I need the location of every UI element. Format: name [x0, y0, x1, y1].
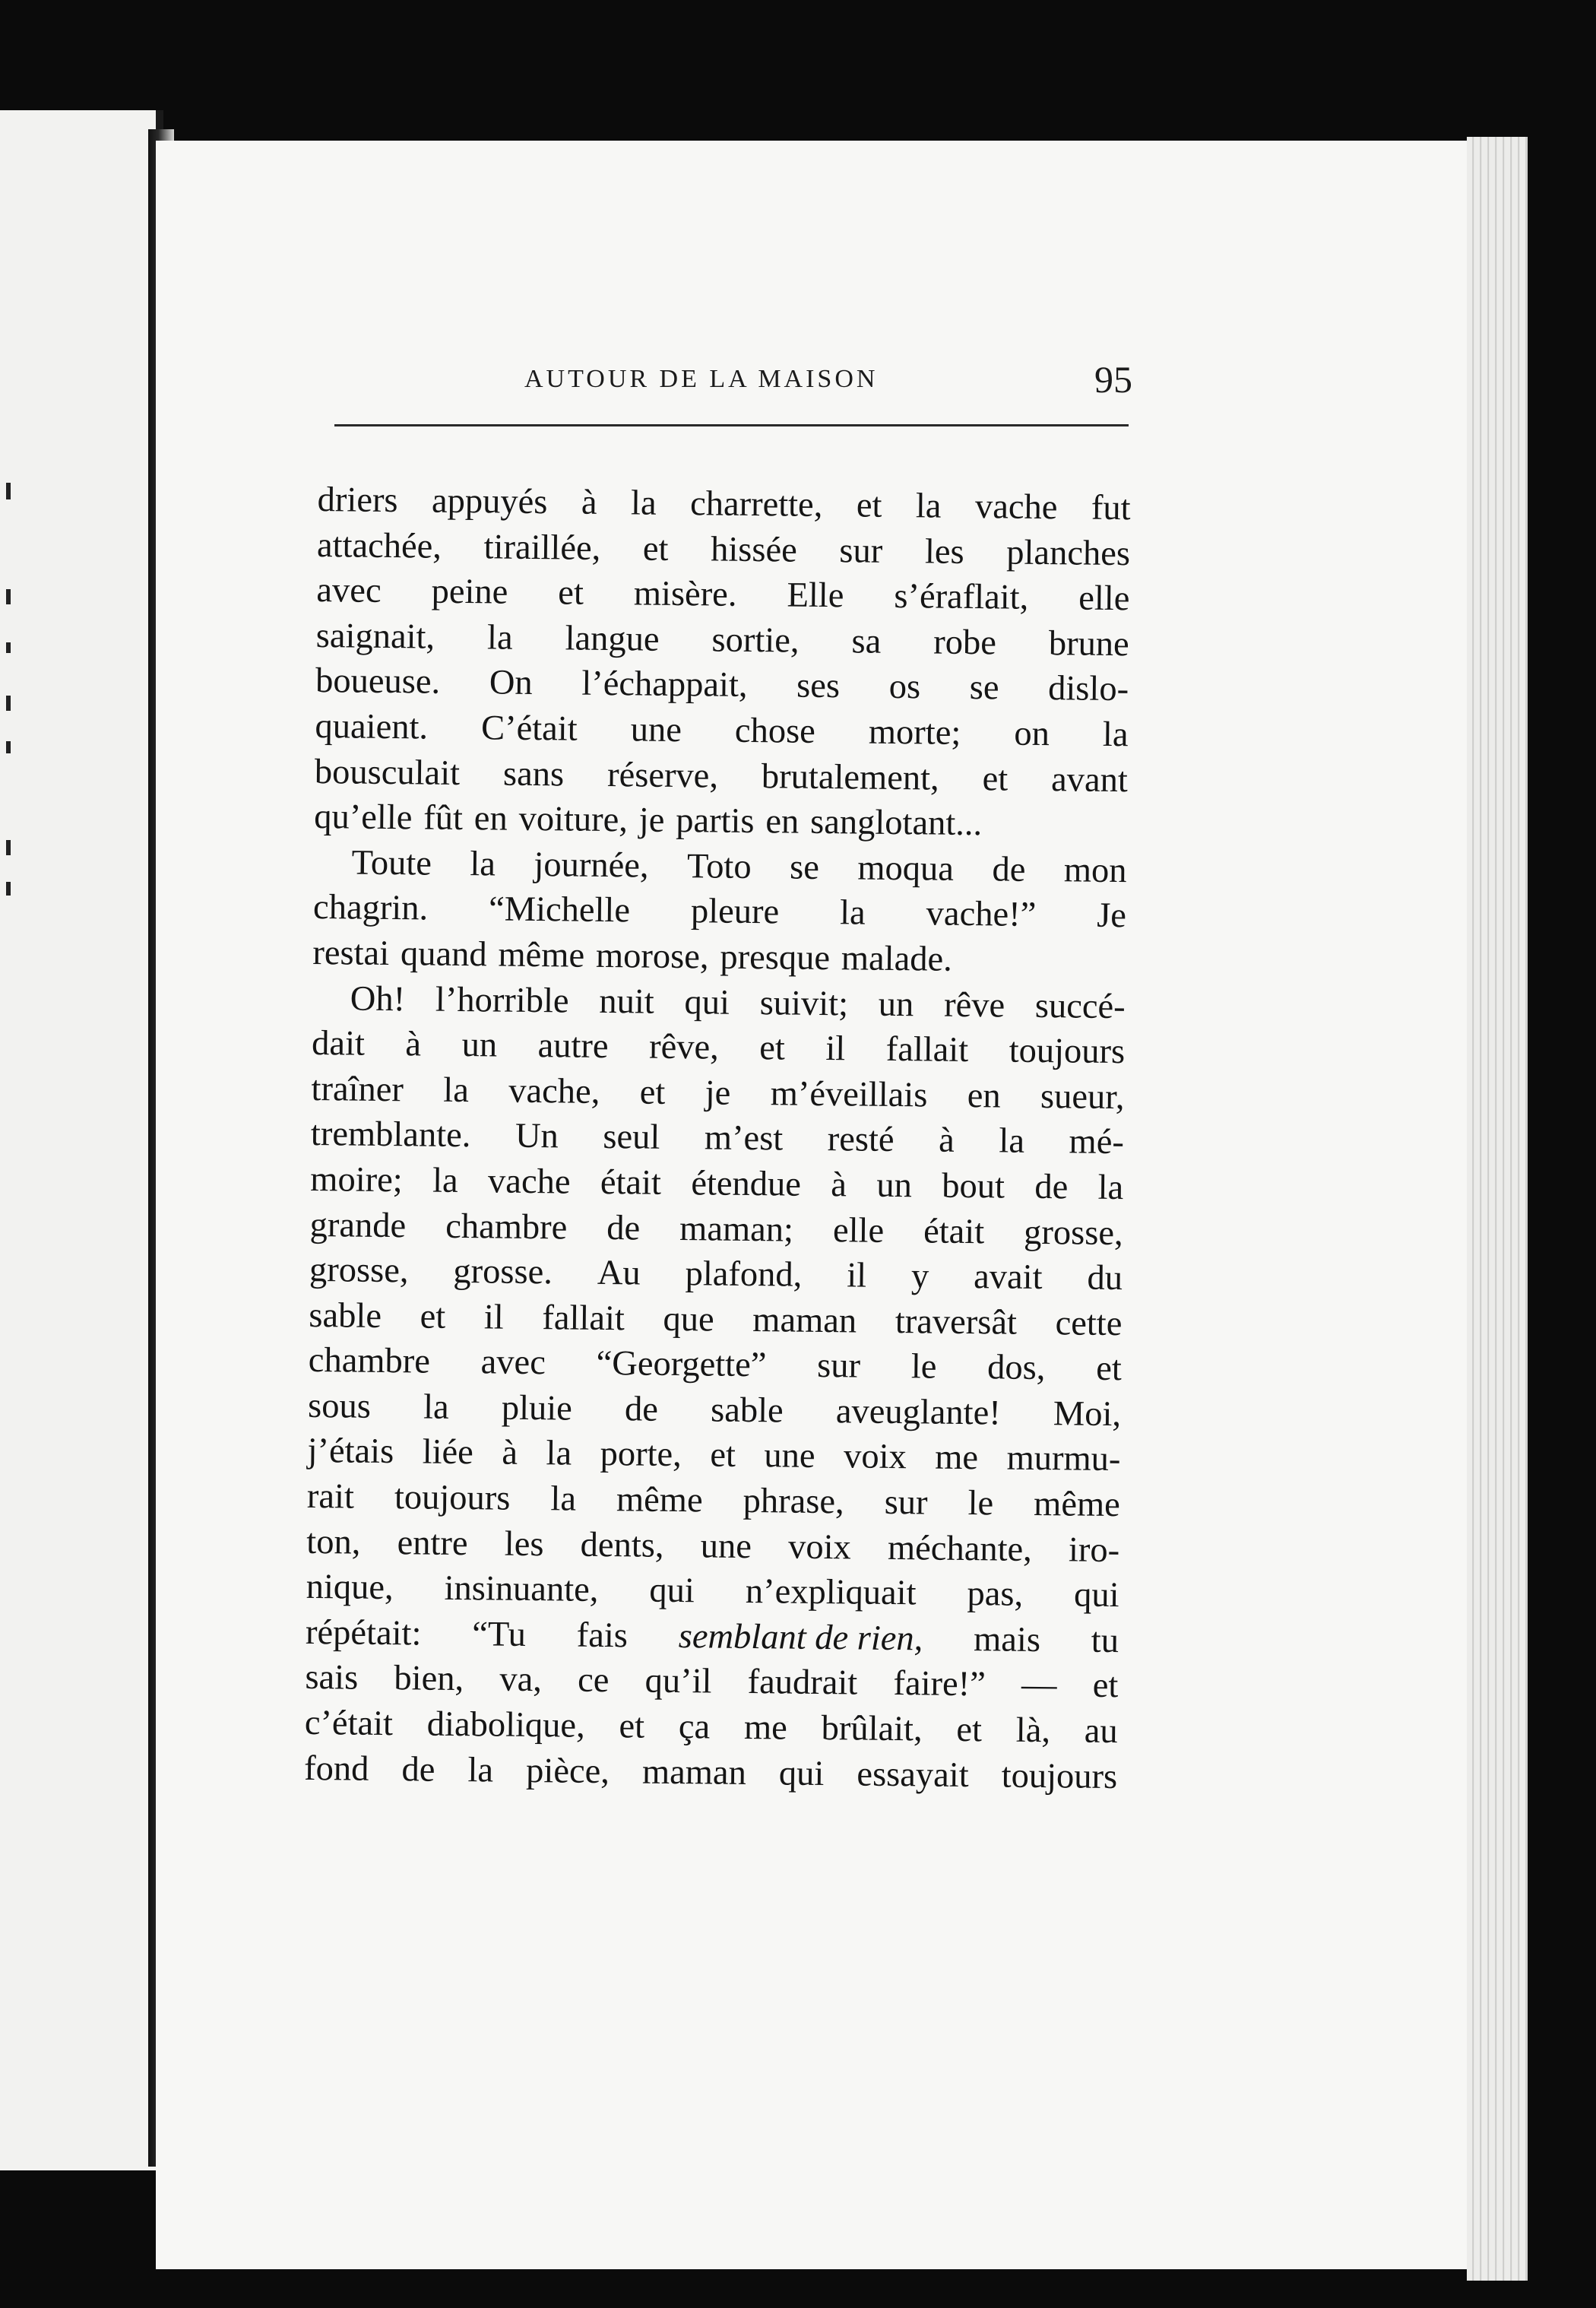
word: insinuante,	[444, 1569, 599, 1610]
word: en	[967, 1076, 1001, 1116]
word: restai	[312, 933, 390, 973]
word: seul	[603, 1118, 660, 1158]
word: s’éraflait,	[894, 577, 1029, 617]
word: essayait	[857, 1755, 969, 1795]
word: sanglotant...	[809, 802, 983, 844]
word: et	[956, 1710, 983, 1750]
page-header	[334, 357, 1132, 418]
body-text	[304, 477, 1131, 1799]
word: toujours	[1001, 1756, 1118, 1796]
word: que	[663, 1299, 714, 1339]
word: vache	[974, 487, 1058, 528]
left-page-ink-mark	[6, 642, 11, 653]
text-line	[309, 1293, 1123, 1347]
word: qui	[1073, 1575, 1119, 1615]
word: la	[486, 618, 513, 658]
word: et	[1092, 1666, 1119, 1706]
text-line	[315, 658, 1129, 712]
word: en	[473, 799, 508, 839]
word: dait	[311, 1024, 366, 1064]
word: la	[546, 1434, 572, 1474]
text-line	[306, 1565, 1119, 1618]
text-line	[309, 1338, 1123, 1392]
word: Toto	[686, 846, 752, 886]
word: traversât	[895, 1301, 1018, 1343]
word: même	[498, 935, 585, 975]
word: la	[467, 1750, 494, 1790]
word: sur	[884, 1482, 928, 1523]
word: aveuglante!	[835, 1392, 1002, 1433]
word: hissée	[710, 530, 798, 570]
word: sable	[710, 1390, 784, 1431]
word: à	[502, 1434, 518, 1473]
word: langue	[565, 619, 660, 659]
word: les	[924, 531, 964, 572]
word: fallait	[542, 1298, 625, 1338]
word: à	[405, 1025, 422, 1064]
word: phrase,	[743, 1481, 844, 1522]
word: au	[1084, 1711, 1118, 1752]
word: maman	[752, 1300, 857, 1341]
word: succé-	[1034, 986, 1126, 1026]
page-number: 95	[1094, 358, 1132, 401]
left-facing-page-edge	[0, 110, 163, 2170]
word: et	[856, 486, 882, 525]
word: étendue	[691, 1164, 802, 1204]
word: la	[1097, 1168, 1124, 1208]
word: charrette,	[689, 484, 823, 525]
word: la	[630, 483, 657, 523]
word: partis	[675, 801, 755, 842]
word: avant	[1050, 759, 1129, 800]
word: grande	[309, 1205, 407, 1245]
word: fond	[303, 1748, 369, 1789]
word: en	[765, 802, 800, 842]
word: la	[1102, 715, 1129, 755]
word: C’était	[480, 709, 578, 749]
word: brutalement,	[761, 756, 939, 798]
word: mé-	[1069, 1122, 1125, 1162]
word: sais	[305, 1658, 359, 1698]
header-rule	[334, 424, 1129, 426]
word: nique,	[306, 1568, 394, 1608]
word: avec	[316, 571, 382, 611]
word: y	[910, 1257, 929, 1296]
word: de	[401, 1749, 435, 1790]
word: même	[616, 1480, 703, 1520]
text-line	[316, 568, 1130, 622]
word: et	[642, 529, 669, 569]
left-page-ink-mark	[6, 483, 11, 499]
word: ton,	[306, 1522, 361, 1562]
word: iro-	[1068, 1530, 1120, 1570]
word: sable	[309, 1295, 382, 1336]
text-line	[305, 1701, 1119, 1755]
word: liée	[422, 1432, 474, 1473]
word: à	[831, 1165, 847, 1205]
word: boueuse.	[315, 661, 441, 702]
word: dents,	[580, 1525, 664, 1565]
word: ce	[577, 1661, 610, 1701]
word: toujours	[394, 1478, 511, 1518]
word: chose	[734, 711, 816, 751]
word: resté	[827, 1120, 895, 1160]
word: sa	[851, 622, 882, 661]
word: Toute	[351, 843, 432, 883]
text-line	[309, 1248, 1123, 1301]
text-line	[307, 1428, 1121, 1482]
word: On	[489, 663, 533, 703]
text-line	[305, 1655, 1119, 1709]
word: fallait	[885, 1029, 969, 1070]
word: qui	[649, 1571, 695, 1611]
word: quaient.	[315, 706, 429, 747]
word: driers	[317, 480, 398, 521]
word: tiraillée,	[483, 527, 601, 568]
word: “Tu	[471, 1615, 527, 1654]
word: voix	[787, 1527, 852, 1568]
word: qu’elle	[314, 797, 413, 838]
text-line	[306, 1520, 1120, 1574]
text-line	[317, 523, 1131, 577]
word: rait	[306, 1476, 355, 1517]
word: l’horrible	[435, 980, 569, 1021]
word: je	[638, 801, 665, 840]
word: voix	[843, 1437, 907, 1477]
word: même	[1033, 1485, 1121, 1525]
word: grosse,	[309, 1251, 409, 1291]
word: une	[764, 1436, 815, 1476]
word: la	[443, 1070, 470, 1110]
text-line	[307, 1474, 1121, 1528]
word: de	[1034, 1167, 1069, 1207]
running-head: AUTOUR DE LA MAISON	[524, 365, 879, 393]
word: semblant de rien,	[678, 1616, 923, 1659]
word: qui	[684, 982, 730, 1022]
word: avait	[973, 1257, 1043, 1298]
word: m’est	[704, 1118, 784, 1159]
word: moire;	[310, 1159, 403, 1200]
word: vache,	[508, 1071, 600, 1111]
word: l’échappait,	[581, 664, 748, 705]
word: le	[910, 1347, 937, 1387]
word: la	[999, 1121, 1025, 1162]
word: et	[558, 573, 584, 613]
word: là,	[1015, 1710, 1051, 1751]
word: un	[461, 1026, 498, 1065]
word: robe	[933, 623, 997, 663]
word: maman;	[679, 1209, 794, 1250]
word: bien,	[394, 1659, 464, 1699]
word: vache!”	[926, 894, 1037, 935]
word: de	[624, 1390, 659, 1429]
word: je	[705, 1073, 731, 1113]
word: va,	[499, 1660, 543, 1700]
word: chambre	[308, 1341, 431, 1381]
page-stack-edges	[1467, 137, 1528, 2281]
word: et	[619, 1707, 645, 1746]
word: on	[1014, 714, 1050, 754]
word: réserve,	[606, 755, 719, 796]
text-line	[314, 794, 1128, 848]
word: peine	[431, 572, 508, 612]
word: et	[1095, 1349, 1123, 1389]
word: me	[935, 1438, 979, 1478]
word: et	[982, 759, 1009, 799]
word: traîner	[311, 1069, 404, 1109]
text-line	[311, 1067, 1125, 1121]
word: la	[839, 893, 866, 933]
text-line	[311, 1111, 1125, 1165]
word: faire!”	[893, 1664, 986, 1704]
left-page-ink-mark	[6, 589, 11, 604]
word: ses	[796, 666, 841, 706]
word: faudrait	[747, 1663, 858, 1703]
word: chambre	[445, 1206, 568, 1247]
word: était	[923, 1211, 985, 1251]
left-page-ink-mark	[6, 840, 11, 855]
text-line	[315, 750, 1129, 804]
word: dislo-	[1047, 669, 1129, 709]
word: se	[969, 668, 999, 708]
word: plafond,	[685, 1254, 803, 1295]
word: nuit	[599, 981, 654, 1022]
word: elle	[832, 1210, 885, 1251]
word: mon	[1063, 851, 1127, 890]
text-line	[308, 1384, 1122, 1438]
word: saignait,	[315, 616, 435, 657]
word: avec	[480, 1343, 546, 1383]
word: m’éveillais	[770, 1074, 928, 1115]
word: chagrin.	[312, 888, 429, 928]
word: autre	[537, 1026, 609, 1067]
text-line	[306, 1610, 1119, 1664]
word: appuyés	[431, 481, 548, 522]
left-page-ink-mark	[6, 741, 11, 753]
word: les	[504, 1524, 544, 1564]
text-line	[313, 885, 1127, 939]
word: presque	[720, 937, 831, 978]
text-line	[316, 613, 1130, 667]
word: bout	[942, 1166, 1005, 1206]
word: un	[878, 984, 914, 1024]
word: n’expliquait	[745, 1572, 917, 1613]
word: porte,	[600, 1435, 682, 1475]
word: pas,	[967, 1574, 1024, 1615]
word: morose,	[595, 936, 709, 977]
word: méchante,	[887, 1528, 1033, 1569]
word: elle	[1078, 579, 1130, 619]
word: à	[938, 1121, 955, 1161]
word: grosse,	[1023, 1213, 1123, 1253]
word: fut	[1091, 488, 1131, 528]
word: me	[743, 1707, 788, 1748]
text-line	[315, 704, 1129, 758]
word: c’était	[304, 1703, 394, 1744]
word: Je	[1096, 896, 1127, 936]
text-line	[312, 1021, 1126, 1075]
word: il	[483, 1298, 505, 1337]
word: était	[600, 1162, 662, 1203]
word: diabolique,	[426, 1704, 585, 1745]
word: “Michelle	[488, 889, 631, 930]
word: fais	[576, 1615, 629, 1656]
word: journée,	[534, 845, 649, 886]
word: j’étais	[307, 1431, 394, 1472]
word: dos,	[986, 1348, 1046, 1388]
text-line	[309, 1202, 1123, 1256]
word: pluie	[501, 1388, 573, 1428]
word: quand	[400, 934, 487, 975]
word: voiture,	[518, 799, 629, 840]
word: os	[888, 667, 921, 707]
word: le	[967, 1484, 994, 1523]
word: de	[992, 850, 1026, 889]
word: mais	[973, 1619, 1041, 1660]
word: Au	[597, 1254, 641, 1293]
word: pièce,	[525, 1751, 610, 1791]
word: et	[710, 1435, 736, 1476]
text-line	[304, 1746, 1118, 1800]
word: qu’il	[644, 1662, 712, 1701]
word: la	[470, 844, 496, 884]
word: la	[550, 1479, 577, 1519]
word: de	[606, 1208, 641, 1248]
word: il	[846, 1256, 867, 1295]
word: cette	[1055, 1303, 1123, 1343]
word: sur	[816, 1346, 861, 1386]
word: sous	[307, 1386, 372, 1426]
word: pleure	[690, 892, 780, 932]
text-line	[317, 477, 1131, 531]
word: il	[825, 1029, 846, 1069]
word: répétait:	[305, 1612, 422, 1653]
word: “Georgette”	[596, 1344, 767, 1385]
word: —	[1021, 1666, 1057, 1705]
word: Elle	[787, 575, 844, 616]
word: vache	[487, 1162, 571, 1202]
word: une	[630, 710, 682, 750]
word: misère.	[633, 574, 737, 614]
word: morte;	[868, 712, 961, 753]
text-line	[312, 930, 1126, 984]
word: maman	[641, 1752, 747, 1793]
word: la	[915, 487, 942, 526]
word: brune	[1048, 623, 1129, 664]
left-page-ink-mark	[6, 882, 11, 896]
word: grosse.	[453, 1252, 553, 1292]
word: Oh!	[350, 979, 406, 1019]
word: rêve	[943, 985, 1005, 1026]
text-line	[312, 975, 1126, 1029]
word: Moi,	[1053, 1394, 1122, 1435]
word: toujours	[1009, 1031, 1126, 1072]
word: à	[581, 483, 597, 522]
word: brûlait,	[821, 1709, 923, 1749]
text-line	[310, 1157, 1124, 1211]
word: tu	[1091, 1621, 1119, 1660]
word: sans	[502, 754, 565, 794]
word: Un	[515, 1117, 559, 1156]
text-line	[313, 840, 1127, 894]
word: sur	[839, 531, 883, 571]
word: planches	[1006, 533, 1131, 573]
word: et	[639, 1073, 666, 1112]
word: entre	[397, 1523, 468, 1563]
word: une	[700, 1527, 752, 1566]
word: qui	[778, 1754, 825, 1793]
word: un	[876, 1165, 913, 1206]
word: suivit;	[759, 983, 849, 1023]
word: la	[432, 1161, 458, 1200]
word: sueur,	[1040, 1076, 1125, 1117]
word: sortie,	[711, 620, 800, 661]
word: tremblante.	[310, 1114, 471, 1156]
word: ça	[678, 1707, 711, 1747]
word: bousculait	[314, 752, 461, 793]
word: la	[423, 1387, 449, 1427]
word: se	[789, 848, 820, 887]
word: attachée,	[316, 525, 442, 566]
word: malade.	[841, 939, 953, 979]
left-page-ink-mark	[6, 696, 11, 711]
word: et	[420, 1297, 446, 1336]
word: et	[759, 1029, 786, 1068]
word: murmu-	[1006, 1439, 1121, 1479]
word: du	[1087, 1258, 1123, 1298]
word: fût	[423, 798, 464, 839]
word: rêve,	[648, 1027, 720, 1067]
word: moqua	[857, 848, 955, 889]
